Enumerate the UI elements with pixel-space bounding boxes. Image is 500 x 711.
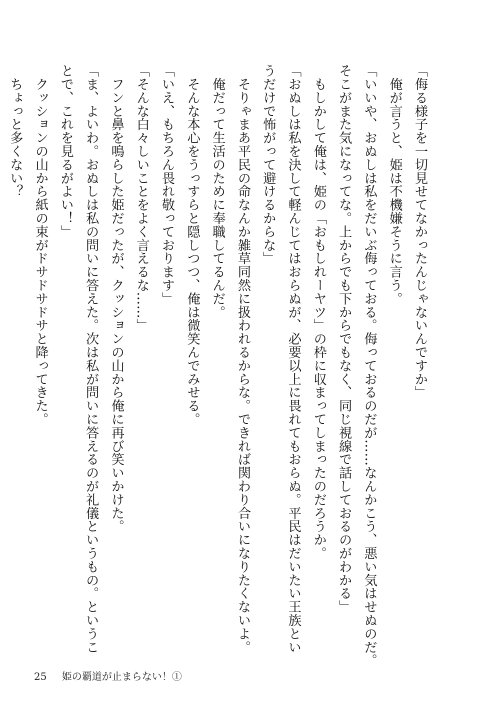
text-line: 「侮る様子を一切見せてなかったんじゃないんですか」 — [412, 64, 427, 399]
text-line: とで、これを見るがよい！」 — [57, 64, 73, 239]
text-line: 俺だって生活のために奉職してるんだ。 — [209, 64, 225, 319]
text-line: そりゃまあ平民の命なんか雑草同然に扱われるからな。できれば関わり合いになりたくないよ。 — [234, 64, 250, 654]
vertical-body-text — [7, 64, 432, 667]
page-number: 25 — [34, 672, 47, 683]
text-line: フンと鼻を鳴らした姫だったが、クッションの山から俺に再び笑いかけた。 — [108, 64, 124, 533]
text-line: 「おぬしは私を決して軽んじてはおらぬが、必要以上に畏れてもおらぬ。平民はだいたい王族とい — [285, 64, 301, 654]
book-title: 姫の覇道が止まらない！① — [61, 672, 182, 683]
page-footer — [34, 668, 182, 683]
text-line: そこがまた気になってな。上からでも下からでもなく、同じ視線で話しておるのがわかる」 — [336, 64, 352, 614]
text-line: うだけで怖がって避けるからな」 — [260, 64, 276, 265]
text-line: ちょっと多くない？ — [7, 64, 23, 198]
text-line: 俺が言うと、姫は不機嫌そうに言う。 — [386, 64, 402, 306]
text-line: そんな本心をうっすらと隠しつつ、俺は微笑んでみせる。 — [184, 64, 200, 426]
text-line: 「ま、よいわ。おぬしは私の問いに答えた。次は私が問いに答えるのが礼儀というもの。というこ — [83, 64, 99, 654]
text-line: 「そんな白々しいことをよく言えるな……」 — [133, 64, 149, 332]
text-line: 「いえ、もちろん畏れ敬っております」 — [159, 64, 175, 306]
text-line: 「いいや、おぬしは私をだいぶ侮っておる。侮っておるのだが……なんかこう、悪い気はせぬのだ。 — [361, 64, 377, 667]
text-line: もしかして俺は、姫の「おもしれーヤツ」の枠に収まってしまったのだろうか。 — [310, 64, 326, 560]
text-line: クッションの山から紙の束がドサドサドサと降ってきた。 — [32, 64, 48, 426]
